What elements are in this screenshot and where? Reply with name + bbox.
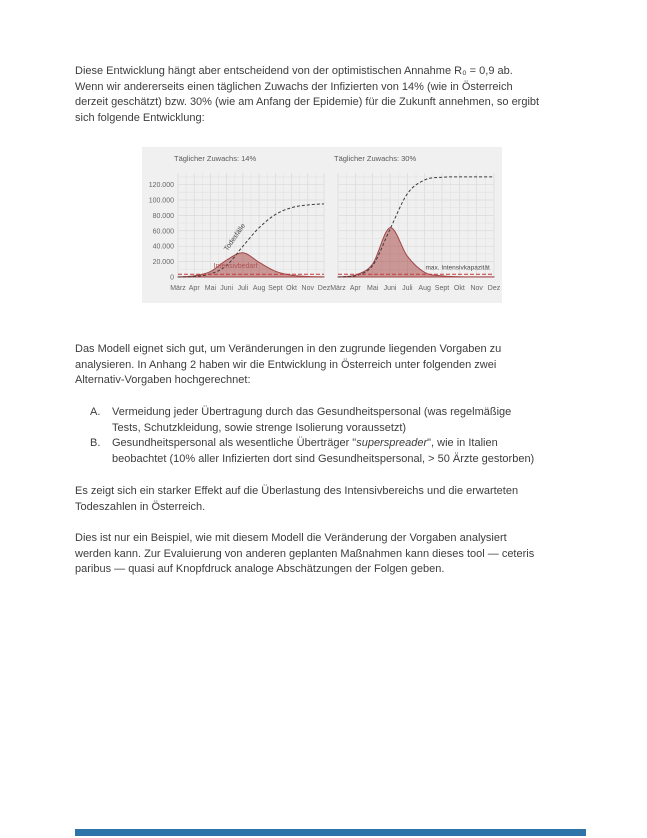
x-axis-tick-label: Mai bbox=[204, 285, 217, 292]
chart-annotation: max. Intensivkapazität bbox=[425, 264, 490, 272]
text-line: sich folgende Entwicklung: bbox=[75, 111, 205, 124]
chart-title: Täglicher Zuwachs: 30% bbox=[334, 154, 417, 163]
text-line: paribus — quasi auf Knopfdruck analoge Abschätzungen der Folgen geben. bbox=[75, 563, 445, 576]
chart-30pct bbox=[330, 154, 501, 292]
x-axis-tick-label: Apr bbox=[349, 285, 361, 292]
list-marker-a: A. bbox=[90, 406, 101, 418]
list-text-b bbox=[112, 436, 595, 467]
list-marker-b: B. bbox=[90, 437, 101, 450]
paragraph-intro bbox=[75, 64, 595, 126]
text-line: Wenn wir andererseits einen täglichen Zuwachs der Infizierten von 14% (wie in Österreich bbox=[75, 80, 513, 93]
text-line: analysieren. In Anhang 2 haben wir die Entwicklung in Österreich unter folgenden zwei bbox=[75, 358, 497, 371]
x-axis-tick-label: Apr bbox=[188, 285, 200, 292]
list-b-line2: beobachtet (10% aller Infizierten dort sind Gesundheitspersonal, > 50 Ärzte gestorben) bbox=[112, 452, 535, 465]
text-line: werden kann. Zur Evaluierung von anderen geplanten Maßnahmen kann dieses tool — ceteris bbox=[75, 547, 535, 560]
alternative-scenarios-list bbox=[90, 405, 595, 467]
x-axis-tick-label: Juni bbox=[383, 285, 397, 292]
text-line: Diese Entwicklung hängt aber entscheidend von der optimistischen Annahme R₀ = 0,9 ab. bbox=[75, 65, 513, 77]
y-axis-tick-label: 20.000 bbox=[152, 259, 174, 267]
list-item-a bbox=[90, 405, 595, 436]
x-axis-tick-label: März bbox=[330, 285, 346, 292]
x-axis-tick-label: März bbox=[170, 285, 186, 292]
chart-title: Täglicher Zuwachs: 14% bbox=[174, 154, 257, 163]
list-b-line1-italic: superspreader bbox=[356, 437, 428, 450]
y-axis-tick-label: 60.000 bbox=[152, 228, 174, 236]
text-line: Todeszahlen in Österreich. bbox=[75, 500, 206, 513]
x-axis-tick-label: Dez bbox=[317, 285, 331, 292]
y-axis-tick-label: 0 bbox=[170, 274, 174, 282]
x-axis-tick-label: Nov bbox=[470, 285, 483, 292]
list-text-a bbox=[112, 405, 595, 436]
text-line: Es zeigt sich ein starker Effekt auf die Überlastung des Intensivbereichs und die erwarteten bbox=[75, 485, 519, 497]
x-axis-tick-label: Okt bbox=[453, 285, 465, 292]
x-axis-tick-label: Sept bbox=[268, 285, 283, 292]
text-line: Dies ist nur ein Beispiel, wie mit diesem Modell die Veränderung der Vorgaben analysiert bbox=[75, 532, 507, 544]
list-b-line1-pre: Gesundheitspersonal als wesentliche Überträger " bbox=[112, 437, 357, 450]
epidemic-charts-figure bbox=[142, 147, 502, 303]
text-line: Das Modell eignet sich gut, um Veränderungen in den zugrunde liegenden Vorgaben zu bbox=[75, 343, 502, 355]
x-axis-tick-label: Okt bbox=[286, 285, 298, 292]
x-axis-tick-label: Juli bbox=[237, 285, 249, 292]
chart-annotation: Todesfälle bbox=[223, 222, 248, 253]
x-axis-tick-label: Dez bbox=[487, 285, 501, 292]
x-axis-tick-label: Aug bbox=[252, 285, 266, 292]
y-axis-tick-label: 120.000 bbox=[148, 182, 174, 190]
chart-14pct bbox=[149, 154, 331, 292]
chart-annotation: Intensivbedarf bbox=[213, 262, 258, 270]
list-b-line1 bbox=[112, 436, 595, 452]
list-item-b bbox=[90, 436, 595, 467]
y-axis-tick-label: 80.000 bbox=[152, 212, 174, 220]
growth-scenario-charts bbox=[142, 147, 502, 303]
list-b-line1-post: ", wie in Italien bbox=[427, 437, 498, 450]
x-axis-tick-label: Sept bbox=[434, 285, 450, 292]
paragraph-model bbox=[75, 342, 595, 389]
y-axis-tick-label: 100.000 bbox=[148, 197, 174, 205]
x-axis-tick-label: Mai bbox=[367, 285, 379, 292]
paragraph-effect bbox=[75, 484, 595, 515]
x-axis-tick-label: Juli bbox=[402, 285, 413, 292]
text-line: Alternativ-Vorgaben hochgerechnet: bbox=[75, 374, 251, 387]
text-line: derzeit geschätzt) bzw. 30% (wie am Anfang der Epidemie) für die Zukunft annehmen, so ergibt bbox=[75, 96, 540, 109]
page-bottom-divider bbox=[75, 829, 586, 836]
y-axis-tick-label: 40.000 bbox=[152, 243, 174, 251]
paragraph-example bbox=[75, 531, 595, 578]
x-axis-tick-label: Aug bbox=[418, 285, 431, 292]
x-axis-tick-label: Juni bbox=[220, 285, 234, 292]
x-axis-tick-label: Nov bbox=[301, 285, 315, 292]
text-line: Tests, Schutzkleidung, sowie strenge Isolierung voraussetzt) bbox=[112, 421, 407, 434]
text-line: Vermeidung jeder Übertragung durch das Gesundheitspersonal (was regelmäßige bbox=[112, 406, 512, 418]
